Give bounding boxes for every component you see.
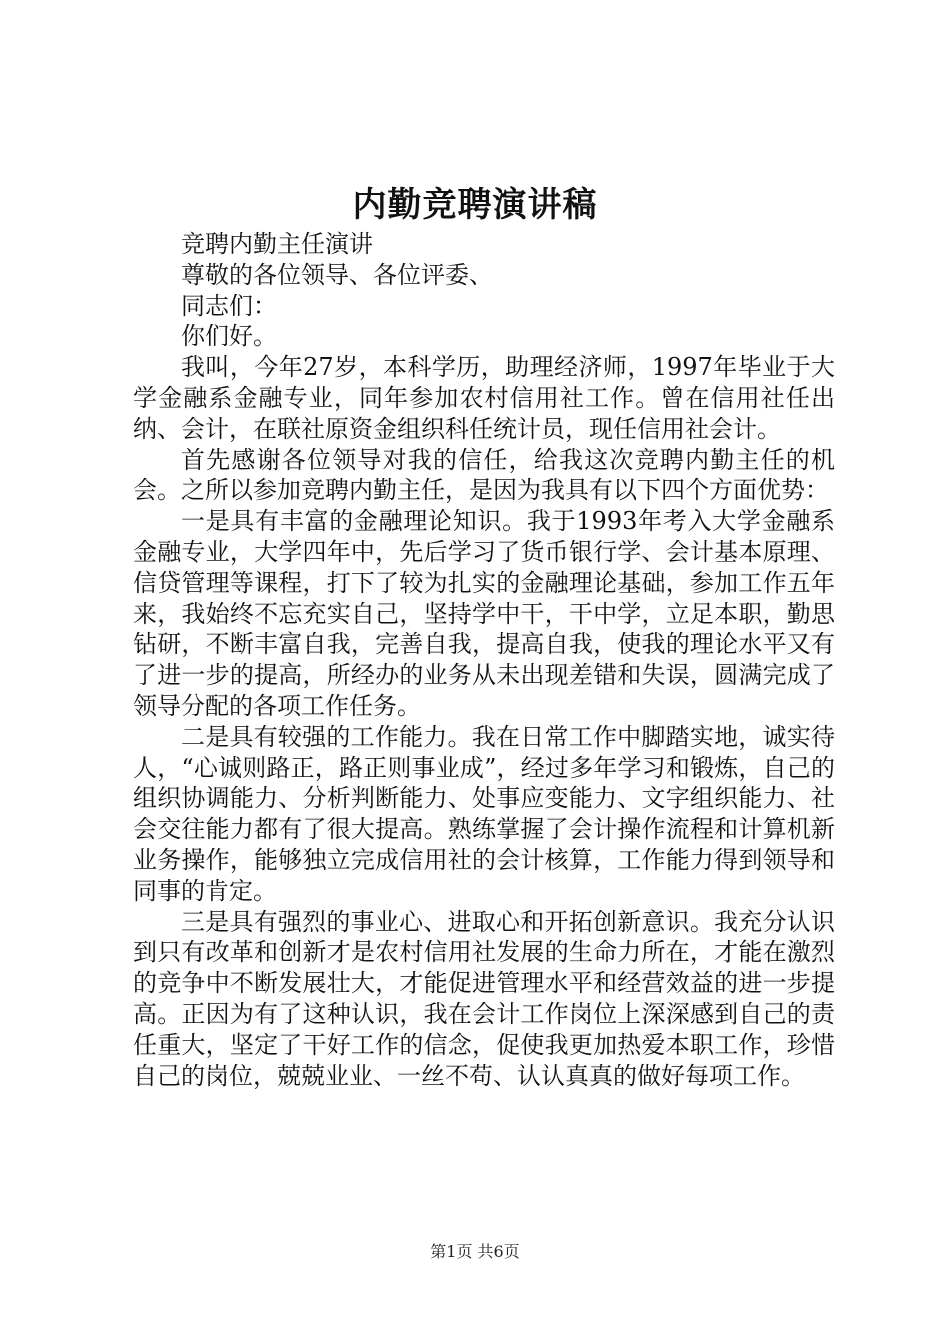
paragraph: 一是具有丰富的金融理论知识。我于1993年考入大学金融系金融专业，大学四年中，先后学习了货币银行学、会计基本原理、信贷管理等课程，打下了较为扎实的金融理论基础，参加工作五年来，我始终不忘充实自己，坚持学中干，干中学，立足本职，勤思钻研，不断丰富自我，完善自我，提高自我，使我的理论水平又有了进一步的提高，所经办的业务从未出现差错和失误，圆满完成了领导分配的各项工作任务。 — [133, 507, 835, 720]
document-title: 内勤竞聘演讲稿 — [352, 185, 598, 225]
paragraph: 同志们： — [181, 291, 277, 320]
page-footer: 第1页 共6页 — [430, 1242, 520, 1261]
paragraph: 三是具有强烈的事业心、进取心和开拓创新意识。我充分认识到只有改革和创新才是农村信用社发展的生命力所在，才能在激烈的竞争中不断发展壮大，才能促进管理水平和经营效益的进一步提高。正因为有了这种认识，我在会计工作岗位上深深感到自己的责任重大，坚定了干好工作的信念，促使我更加热爱本职工作，珍惜自己的岗位，兢兢业业、一丝不苟、认认真真的做好每项工作。 — [133, 907, 835, 1090]
paragraph: 尊敬的各位领导、各位评委、 — [181, 260, 493, 289]
paragraph: 我叫，今年27岁，本科学历，助理经济师，1997年毕业于大学金融系金融专业，同年参加农村信用社工作。曾在信用社任出纳、会计，在联社原资金组织科任统计员，现任信用社会计。 — [133, 353, 835, 443]
paragraph: 你们好。 — [181, 322, 277, 351]
paragraph: 首先感谢各位领导对我的信任，给我这次竞聘内勤主任的机会。之所以参加竞聘内勤主任，是因为我具有以下四个方面优势： — [133, 445, 835, 505]
paragraph: 竞聘内勤主任演讲 — [181, 230, 373, 258]
document-body — [133, 229, 835, 1091]
paragraph: 二是具有较强的工作能力。我在日常工作中脚踏实地，诚实待人，“心诚则路正，路正则事业成”，经过多年学习和锻炼，自己的组织协调能力、分析判断能力、处事应变能力、文字组织能力、社会交往能力都有了很大提高。熟练掌握了会计操作流程和计算机新业务操作，能够独立完成信用社的会计核算，工作能力得到领导和同事的肯定。 — [133, 722, 835, 905]
